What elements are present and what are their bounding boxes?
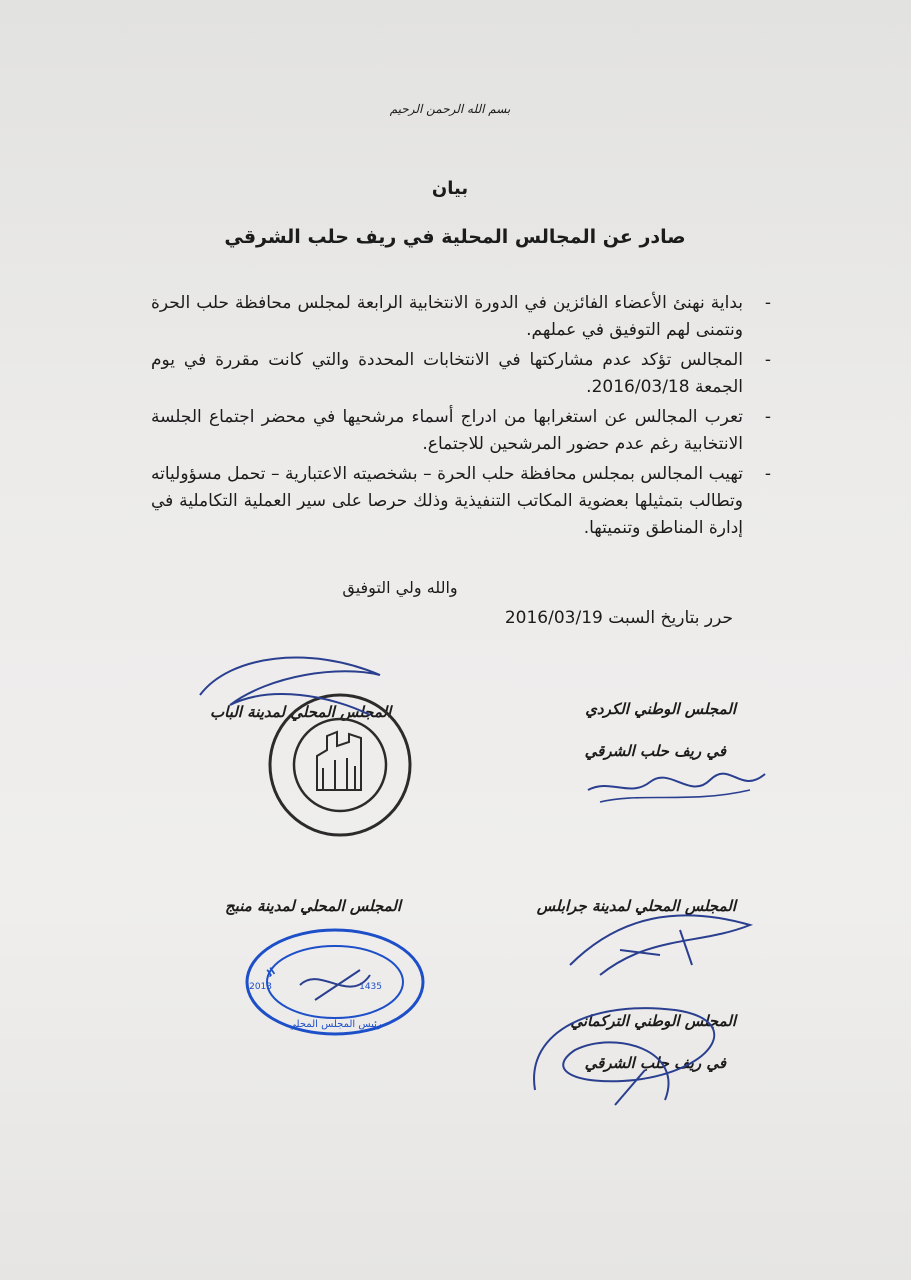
signatory-turkmen-region: في ريف حلب الشرقي — [584, 1054, 726, 1072]
manbij-stamp-bottom: رئيس المجلس المحلي — [288, 1019, 382, 1030]
signatory-albab: المجلس المحلي لمدينة الباب — [210, 703, 392, 721]
statement-point — [151, 461, 771, 542]
statement-point-text: المجالس تؤكد عدم مشاركتها في الانتخابات المحددة والتي كانت مقررة في يوم الجمعة 2016/03/18. — [151, 350, 743, 397]
statement-point-text: تهيب المجالس بمجلس محافظة حلب الحرة – بشخصيته الاعتبارية – تحمل مسؤولياته وتطالب بتمثيلها بعضوية المكاتب التنفيذية وذلك حرصا على سير العملية التكاملية في إدارة المناطق وتنميتها. — [151, 464, 743, 538]
manbij-stamp-text: المجلس المحلي مدينة منبج وريفها — [232, 917, 278, 980]
statement-point — [151, 404, 771, 458]
basmala-heading: بسم الله الرحمن الرحيم — [389, 102, 511, 116]
list-dash: - — [764, 293, 771, 313]
statement-point — [151, 347, 771, 401]
document-title: بيان — [431, 178, 469, 199]
signatory-kurdish-council: المجلس الوطني الكردي — [585, 700, 736, 718]
list-dash: - — [764, 407, 771, 427]
statement-point-text: بداية نهنئ الأعضاء الفائزين في الدورة الانتخابية الرابعة لمجلس محافظة حلب الحرة ونتمنى لهم التوفيق في عملهم. — [151, 293, 743, 340]
signatory-manbij: المجلس المحلي لمدينة منبج — [225, 897, 402, 915]
signatory-jarablus: المجلس المحلي لمدينة جرابلس — [536, 897, 736, 915]
statement-point-text: تعرب المجالس عن استغرابها من ادراج أسماء مرشحيها في محضر اجتماع الجلسة الانتخابية رغم عدم حضور المرشحين للاجتماع. — [151, 407, 743, 454]
manbij-stamp-year: 2013 — [249, 982, 272, 992]
signature-kurdish — [580, 760, 770, 810]
signature-albab — [190, 645, 390, 735]
list-dash: - — [764, 350, 771, 370]
date-line: حرر بتاريخ السبت 2016/03/19 — [504, 608, 733, 628]
signatory-turkmen-council: المجلس الوطني التركماني — [570, 1012, 736, 1030]
manbij-stamp — [232, 917, 430, 1040]
document-subtitle: صادر عن المجالس المحلية في ريف حلب الشرقي — [224, 226, 686, 248]
signature-turkmen — [515, 990, 765, 1120]
signatory-kurdish-region: في ريف حلب الشرقي — [584, 742, 726, 760]
manbij-stamp-hijri: 1435 — [359, 982, 382, 992]
statement-point — [151, 290, 771, 344]
svg-text:المجلس المحلي مدينة منبج وريفه — [233, 917, 278, 980]
list-dash: - — [764, 464, 771, 484]
statement-points — [151, 290, 771, 545]
signature-jarablus — [560, 905, 760, 985]
albab-seal-text: مجلس المحافظة الحرة المجلس المحلي لمدينة الباب — [257, 680, 273, 693]
closing-phrase: والله ولي التوفيق — [342, 578, 458, 597]
